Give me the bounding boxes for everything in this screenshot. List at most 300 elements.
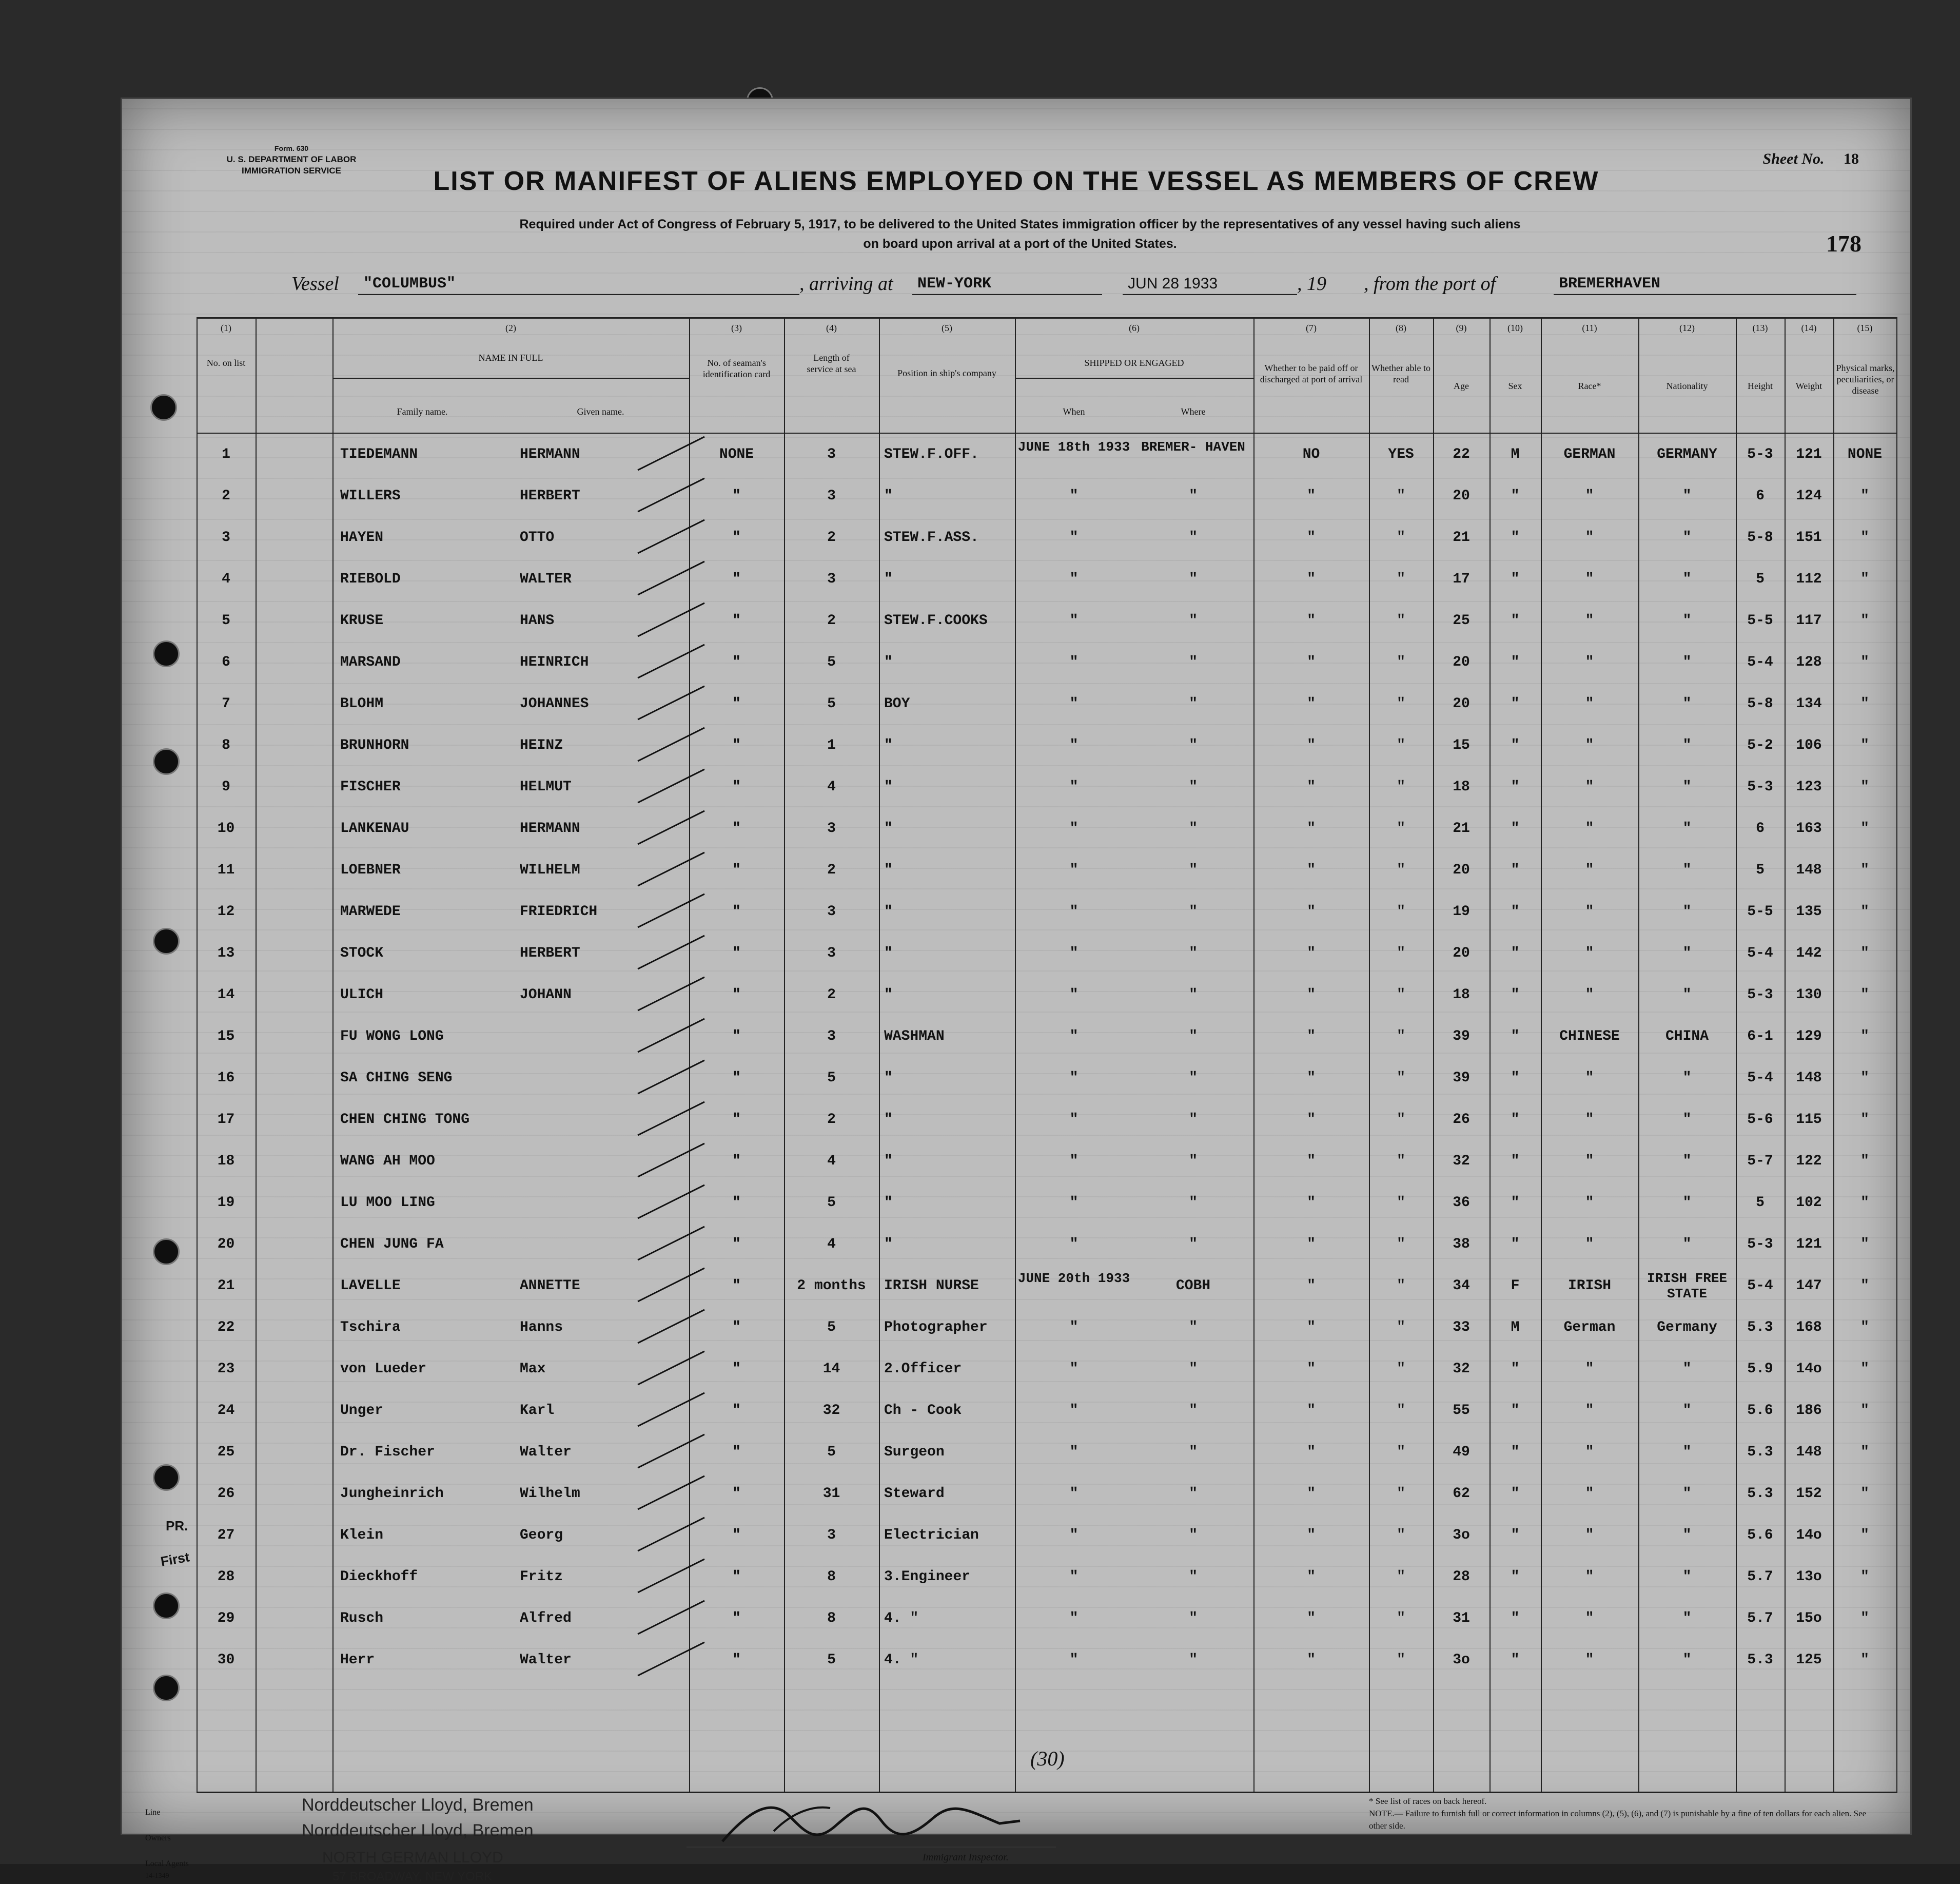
check-mark — [633, 850, 710, 891]
cell-race: " — [1585, 1112, 1594, 1128]
cell-marks: " — [1860, 571, 1869, 587]
cell-service: 5 — [827, 1444, 836, 1460]
cell-read: " — [1397, 1153, 1405, 1169]
cell-weight: 117 — [1796, 613, 1822, 629]
col-num-2: (2) — [505, 323, 516, 333]
cell-paid: " — [1307, 779, 1316, 795]
arrival-port: NEW-YORK — [912, 274, 1102, 295]
cell-weight: 112 — [1796, 571, 1822, 587]
cell-nationality: " — [1682, 1403, 1692, 1419]
cell-race: GERMAN — [1563, 446, 1616, 462]
cell-nationality: " — [1682, 696, 1692, 712]
cell-given: JOHANN — [520, 987, 572, 1003]
cell-service: 5 — [827, 696, 836, 712]
cell-sex: " — [1511, 654, 1520, 670]
cell-weight: 163 — [1796, 821, 1822, 837]
cell-where: " — [1189, 987, 1198, 1003]
margin-note-first: First — [159, 1549, 191, 1569]
cell-paid: " — [1307, 1486, 1316, 1502]
cell-race: " — [1585, 654, 1594, 670]
cell-nationality: " — [1682, 530, 1692, 546]
line-stamp: Norddeutscher Lloyd, Bremen — [302, 1795, 534, 1815]
cell-nationality: " — [1682, 1112, 1692, 1128]
cell-height: 5-3 — [1747, 1236, 1773, 1252]
cell-weight: 135 — [1796, 904, 1822, 920]
cell-sex: " — [1511, 1112, 1520, 1128]
cell-service: 2 — [827, 1112, 836, 1128]
cell-position: " — [884, 904, 893, 920]
cell-given: HERMANN — [520, 821, 580, 837]
cell-height: 5-4 — [1747, 1278, 1773, 1294]
col-head-paid: Whether to be paid off or discharged at port of arrival — [1260, 363, 1363, 384]
cell-nationality: " — [1682, 1652, 1692, 1668]
cell-service: 2 — [827, 613, 836, 629]
table-row — [197, 1266, 1897, 1307]
cell-given: Georg — [520, 1527, 563, 1543]
cell-height: 5-8 — [1747, 530, 1773, 546]
cell-position: " — [884, 488, 893, 504]
col-head-service: Length of service at sea — [807, 353, 856, 374]
table-row — [197, 1307, 1897, 1348]
cell-family: BRUNHORN — [340, 737, 409, 753]
department-name: U. S. DEPARTMENT OF LABOR — [226, 154, 357, 164]
cell-when: " — [1069, 945, 1079, 961]
cell-nationality: " — [1682, 1195, 1692, 1211]
line-label: Line — [145, 1808, 161, 1817]
cell-race: " — [1585, 821, 1594, 837]
cell-weight: 123 — [1796, 779, 1822, 795]
cell-race: " — [1585, 696, 1594, 712]
cell-age: 36 — [1453, 1195, 1470, 1211]
cell-service: 8 — [827, 1569, 836, 1585]
cell-weight: 142 — [1796, 945, 1822, 961]
cell-weight: 168 — [1796, 1319, 1822, 1335]
cell-where: " — [1189, 654, 1198, 670]
agents-stamp: NORTH GERMAN LLOYD — [322, 1849, 503, 1866]
cell-family: LANKENAU — [340, 821, 409, 837]
cell-card: " — [732, 488, 741, 504]
cell-race: " — [1585, 945, 1594, 961]
cell-paid: " — [1307, 987, 1316, 1003]
cell-service: 3 — [827, 446, 836, 462]
page-title: LIST OR MANIFEST OF ALIENS EMPLOYED ON THE VESSEL AS MEMBERS OF CREW — [433, 166, 1599, 196]
cell-age: 32 — [1453, 1153, 1470, 1169]
subtitle-line-2: on board upon arrival at a port of the United States. — [863, 237, 1177, 251]
cell-nationality: " — [1682, 1527, 1692, 1543]
cell-height: 5.3 — [1747, 1444, 1773, 1460]
cell-no: 9 — [222, 779, 230, 795]
table-row — [197, 725, 1897, 766]
cell-nationality: " — [1682, 779, 1692, 795]
cell-read: " — [1397, 1070, 1405, 1086]
cell-given: OTTO — [520, 530, 555, 546]
cell-family: FU WONG LONG — [340, 1028, 444, 1044]
cell-age: 55 — [1453, 1403, 1470, 1419]
binder-hole — [150, 394, 177, 421]
vessel-name: "COLUMBUS" — [358, 274, 799, 295]
service-name: IMMIGRATION SERVICE — [242, 166, 341, 176]
cell-height: 5-4 — [1747, 945, 1773, 961]
margin-note-pr: PR. — [166, 1518, 188, 1533]
cell-position: " — [884, 821, 893, 837]
cell-marks: " — [1860, 613, 1869, 629]
cell-family: STOCK — [340, 945, 384, 961]
cell-read: " — [1397, 654, 1405, 670]
check-mark — [633, 1640, 710, 1681]
cell-nationality: " — [1682, 1486, 1692, 1502]
cell-position: BOY — [884, 696, 910, 712]
cell-weight: 102 — [1796, 1195, 1822, 1211]
cell-paid: " — [1307, 737, 1316, 753]
cell-height: 5-6 — [1747, 1112, 1773, 1128]
cell-paid: " — [1307, 1195, 1316, 1211]
cell-weight: 13o — [1796, 1569, 1822, 1585]
col-num-1: (1) — [221, 323, 231, 333]
cell-race: " — [1585, 904, 1594, 920]
cell-sex: " — [1511, 1403, 1520, 1419]
check-mark — [633, 975, 710, 1016]
cell-paid: " — [1307, 1610, 1316, 1626]
cell-race: " — [1585, 1361, 1594, 1377]
cell-race: " — [1585, 1195, 1594, 1211]
col-head-position: Position in ship's company — [897, 368, 996, 378]
table-row — [197, 1598, 1897, 1639]
cell-age: 21 — [1453, 821, 1470, 837]
check-mark — [633, 1016, 710, 1057]
cell-given: Walter — [520, 1652, 572, 1668]
cell-sex: " — [1511, 1610, 1520, 1626]
cell-family: Unger — [340, 1403, 384, 1419]
col-num-11: (11) — [1582, 323, 1597, 333]
cell-sex: " — [1511, 571, 1520, 587]
cell-position: " — [884, 1070, 893, 1086]
cell-paid: " — [1307, 1444, 1316, 1460]
table-row — [197, 933, 1897, 974]
cell-service: 3 — [827, 488, 836, 504]
cell-marks: " — [1860, 1153, 1869, 1169]
cell-height: 5-5 — [1747, 613, 1773, 629]
cell-card: " — [732, 779, 741, 795]
cell-race: " — [1585, 1444, 1594, 1460]
cell-no: 1 — [222, 446, 230, 462]
cell-read: " — [1397, 862, 1405, 878]
cell-height: 5 — [1756, 571, 1765, 587]
cell-family: ULICH — [340, 987, 384, 1003]
cell-race: " — [1585, 1652, 1594, 1668]
cell-family: Tschira — [340, 1319, 401, 1335]
check-mark — [633, 559, 710, 600]
cell-height: 5.6 — [1747, 1527, 1773, 1543]
cell-sex: " — [1511, 1153, 1520, 1169]
cell-position: " — [884, 779, 893, 795]
cell-read: " — [1397, 779, 1405, 795]
col-head-shipped: SHIPPED OR ENGAGED — [1084, 358, 1184, 368]
inspector-signature — [712, 1795, 1030, 1852]
cell-nationality: " — [1682, 1444, 1692, 1460]
cell-paid: " — [1307, 1028, 1316, 1044]
cell-age: 33 — [1453, 1319, 1470, 1335]
table-row — [197, 1182, 1897, 1223]
col-num-14: (14) — [1801, 323, 1817, 333]
cell-age: 32 — [1453, 1361, 1470, 1377]
col-num-6: (6) — [1129, 323, 1140, 333]
cell-position: " — [884, 1236, 893, 1252]
cell-age: 22 — [1453, 446, 1470, 462]
cell-position: Electrician — [884, 1527, 979, 1543]
cell-marks: " — [1860, 862, 1869, 878]
cell-read: " — [1397, 1486, 1405, 1502]
cell-service: 3 — [827, 821, 836, 837]
cell-family: WANG AH MOO — [340, 1153, 435, 1169]
cell-given: WALTER — [520, 571, 572, 587]
cell-where: " — [1189, 1153, 1198, 1169]
cell-given: Walter — [520, 1444, 572, 1460]
cell-weight: 122 — [1796, 1153, 1822, 1169]
cell-no: 4 — [222, 571, 230, 587]
cell-card: " — [732, 1070, 741, 1086]
cell-when: " — [1069, 1319, 1079, 1335]
cell-card: " — [732, 1403, 741, 1419]
check-mark — [633, 725, 710, 766]
cell-nationality: " — [1682, 1070, 1692, 1086]
cell-where: " — [1189, 1195, 1198, 1211]
table-row — [197, 1099, 1897, 1140]
cell-card: " — [732, 571, 741, 587]
cell-read: " — [1397, 737, 1405, 753]
table-row — [197, 642, 1897, 683]
cell-marks: " — [1860, 1527, 1869, 1543]
cell-read: " — [1397, 1278, 1405, 1294]
cell-read: " — [1397, 904, 1405, 920]
col-num-4: (4) — [826, 323, 837, 333]
cell-marks: " — [1860, 1236, 1869, 1252]
cell-race: " — [1585, 1486, 1594, 1502]
cell-no: 30 — [217, 1652, 235, 1668]
cell-weight: 134 — [1796, 696, 1822, 712]
cell-no: 12 — [217, 904, 235, 920]
cell-service: 4 — [827, 1236, 836, 1252]
table-row — [197, 517, 1897, 558]
check-mark — [633, 642, 710, 683]
table-row — [197, 1640, 1897, 1681]
cell-where: " — [1189, 1652, 1198, 1668]
cell-sex: " — [1511, 904, 1520, 920]
cell-no: 19 — [217, 1195, 235, 1211]
cell-when: " — [1069, 904, 1079, 920]
cell-card: " — [732, 1444, 741, 1460]
cell-position: Steward — [884, 1486, 945, 1502]
header-rule — [197, 433, 1897, 434]
subtitle-line-1: Required under Act of Congress of February 5, 1917, to be delivered to the United States immigration officer by the representatives of any vessel having such aliens — [519, 217, 1521, 231]
cell-where: " — [1189, 488, 1198, 504]
cell-height: 5.7 — [1747, 1610, 1773, 1626]
cell-given: HEINRICH — [520, 654, 589, 670]
cell-when: " — [1069, 1236, 1079, 1252]
cell-where: " — [1189, 530, 1198, 546]
page-number: 178 — [1826, 230, 1861, 257]
cell-age: 19 — [1453, 904, 1470, 920]
cell-given: Alfred — [520, 1610, 572, 1626]
cell-weight: 124 — [1796, 488, 1822, 504]
cell-weight: 14o — [1796, 1527, 1822, 1543]
cell-read: " — [1397, 821, 1405, 837]
col-head-card: No. of seaman's identification card — [702, 358, 771, 379]
cell-marks: " — [1860, 1569, 1869, 1585]
cell-when: " — [1069, 696, 1079, 712]
cell-when: " — [1069, 654, 1079, 670]
check-mark — [633, 517, 710, 558]
cell-weight: 152 — [1796, 1486, 1822, 1502]
cell-paid: " — [1307, 1652, 1316, 1668]
cell-where: " — [1189, 613, 1198, 629]
cell-race: " — [1585, 1153, 1594, 1169]
cell-no: 11 — [217, 862, 235, 878]
cell-marks: " — [1860, 1028, 1869, 1044]
cell-sex: " — [1511, 987, 1520, 1003]
cell-sex: " — [1511, 862, 1520, 878]
check-mark — [633, 1557, 710, 1598]
cell-sex: " — [1511, 530, 1520, 546]
cell-read: " — [1397, 1652, 1405, 1668]
manifest-sheet — [121, 98, 1912, 1883]
check-mark — [633, 1598, 710, 1639]
cell-sex: " — [1511, 613, 1520, 629]
check-mark — [633, 1099, 710, 1140]
cell-nationality: " — [1682, 1610, 1692, 1626]
cell-marks: " — [1860, 1444, 1869, 1460]
cell-no: 23 — [217, 1361, 235, 1377]
cell-card: " — [732, 654, 741, 670]
cell-family: Herr — [340, 1652, 375, 1668]
crew-table — [197, 317, 1897, 1793]
cell-service: 2 — [827, 987, 836, 1003]
cell-given: HERBERT — [520, 488, 580, 504]
cell-card: " — [732, 1569, 741, 1585]
cell-service: 3 — [827, 571, 836, 587]
cell-paid: " — [1307, 1569, 1316, 1585]
cell-nationality: " — [1682, 737, 1692, 753]
cell-marks: " — [1860, 1195, 1869, 1211]
cell-paid: " — [1307, 530, 1316, 546]
cell-read: " — [1397, 488, 1405, 504]
cell-read: " — [1397, 1527, 1405, 1543]
cell-position: " — [884, 571, 893, 587]
cell-sex: " — [1511, 1195, 1520, 1211]
cell-age: 17 — [1453, 571, 1470, 587]
cell-when: " — [1069, 821, 1079, 837]
col-head-physical: Physical marks, peculiarities, or disease — [1836, 363, 1895, 396]
cell-race: " — [1585, 1236, 1594, 1252]
col-num-13: (13) — [1752, 323, 1768, 333]
cell-when: " — [1069, 530, 1079, 546]
cell-paid: " — [1307, 613, 1316, 629]
col-head-read: Whether able to read — [1371, 363, 1430, 384]
sheet-label: Sheet No. — [1762, 150, 1825, 167]
cell-paid: " — [1307, 1319, 1316, 1335]
cell-age: 20 — [1453, 862, 1470, 878]
binder-hole — [153, 1675, 180, 1701]
signature-line — [687, 1847, 1056, 1848]
cell-service: 2 months — [797, 1278, 866, 1294]
cell-height: 5-4 — [1747, 1070, 1773, 1086]
cell-age: 20 — [1453, 945, 1470, 961]
cell-position: STEW.F.OFF. — [884, 446, 979, 462]
cell-family: WILLERS — [340, 488, 401, 504]
cell-when: " — [1069, 1486, 1079, 1502]
cell-position: WASHMAN — [884, 1028, 945, 1044]
col-head-no: No. on list — [206, 358, 246, 368]
cell-family: FISCHER — [340, 779, 401, 795]
cell-service: 3 — [827, 945, 836, 961]
cell-position: STEW.F.COOKS — [884, 613, 988, 629]
cell-paid: " — [1307, 945, 1316, 961]
cell-where: " — [1189, 1486, 1198, 1502]
cell-given: HEINZ — [520, 737, 563, 753]
cell-read: " — [1397, 945, 1405, 961]
cell-read: " — [1397, 1236, 1405, 1252]
cell-marks: " — [1860, 696, 1869, 712]
arrival-date: JUN 28 1933 — [1123, 274, 1297, 295]
cell-nationality: " — [1682, 613, 1692, 629]
cell-paid: " — [1307, 821, 1316, 837]
cell-sex: " — [1511, 1361, 1520, 1377]
origin-port: BREMERHAVEN — [1554, 274, 1856, 295]
cell-where: " — [1189, 737, 1198, 753]
cell-read: " — [1397, 1403, 1405, 1419]
cell-paid: " — [1307, 1153, 1316, 1169]
cell-read: " — [1397, 1361, 1405, 1377]
cell-given: Hanns — [520, 1319, 563, 1335]
binder-hole — [153, 928, 180, 955]
cell-family: RIEBOLD — [340, 571, 401, 587]
cell-sex: " — [1511, 488, 1520, 504]
vessel-line — [291, 274, 1882, 299]
cell-age: 34 — [1453, 1278, 1470, 1294]
year-label: , 19 — [1297, 273, 1326, 295]
cell-marks: " — [1860, 821, 1869, 837]
cell-family: KRUSE — [340, 613, 384, 629]
cell-card: " — [732, 1153, 741, 1169]
cell-where: " — [1189, 779, 1198, 795]
table-row — [197, 1473, 1897, 1514]
cell-sex: " — [1511, 696, 1520, 712]
arriving-label: , arriving at — [799, 273, 893, 295]
cell-nationality: " — [1682, 1236, 1692, 1252]
cell-race: IRISH — [1567, 1278, 1611, 1294]
cell-sex: " — [1511, 1028, 1520, 1044]
cell-height: 6 — [1756, 821, 1765, 837]
header-rule — [332, 378, 689, 379]
cell-where: " — [1189, 1112, 1198, 1128]
cell-family: Rusch — [340, 1610, 384, 1626]
cell-card: " — [732, 1486, 741, 1502]
cell-family: Jungheinrich — [340, 1486, 444, 1502]
cell-service: 3 — [827, 1028, 836, 1044]
check-mark — [633, 808, 710, 849]
cell-age: 18 — [1453, 779, 1470, 795]
cell-paid: " — [1307, 1403, 1316, 1419]
table-row — [197, 850, 1897, 891]
table-row — [197, 476, 1897, 517]
cell-no: 10 — [217, 821, 235, 837]
cell-sex: " — [1511, 1070, 1520, 1086]
cell-sex: " — [1511, 1569, 1520, 1585]
cell-height: 5-3 — [1747, 987, 1773, 1003]
cell-where: " — [1189, 1028, 1198, 1044]
cell-weight: 186 — [1796, 1403, 1822, 1419]
binder-hole — [153, 748, 180, 775]
cell-sex: " — [1511, 1527, 1520, 1543]
